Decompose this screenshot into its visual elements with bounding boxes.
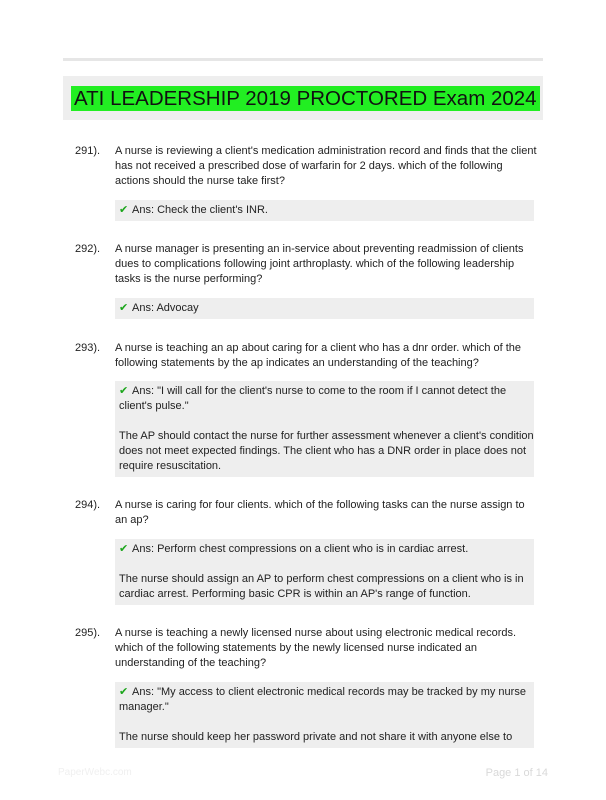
answer-text: Ans: "My access to client electronic medical records may be tracked by my nurse manager." [119, 686, 526, 713]
footer-site-watermark: PaperWebc.com [58, 767, 132, 778]
question-text: A nurse is teaching a newly licensed nurse about using electronic medical records. which of the following statements by the newly licensed nurse indicated an understanding of the teaching? [115, 627, 517, 669]
answer-box [115, 381, 534, 477]
answer-text: Ans: "I will call for the client's nurse to come to the room if I cannot detect the client's pulse." [119, 385, 507, 412]
rationale-text: The nurse should keep her password private and not share it with anyone else to [119, 731, 513, 743]
checkmark-icon: ✔ [119, 686, 129, 698]
question-number: 294). [75, 499, 101, 511]
answer-box [115, 539, 534, 605]
question-number: 293). [75, 342, 101, 354]
answer-box [115, 682, 534, 748]
page-title: ATI LEADERSHIP 2019 PROCTORED Exam 2024 [71, 86, 540, 111]
question-text: A nurse is reviewing a client's medication administration record and finds that the client has not received a prescribed dose of warfarin for 2 days. which of the following actions should the nurse take first? [115, 145, 537, 187]
answer-text: Ans: Check the client's INR. [132, 204, 268, 216]
top-divider [63, 58, 543, 61]
question-text: A nurse is teaching an ap about caring for a client who has a dnr order. which of the following statements by the ap indicates an understanding of the teaching? [115, 342, 522, 369]
answer-text: Ans: Perform chest compressions on a client who is in cardiac arrest. [132, 543, 469, 555]
rationale-text: The AP should contact the nurse for further assessment whenever a client's condition does not meet expected findings. The client who has a DNR order in place does not require resuscitation. [119, 430, 534, 472]
checkmark-icon: ✔ [119, 204, 129, 216]
rationale-text: The nurse should assign an AP to perform chest compressions on a client who is in cardiac arrest. Performing basic CPR is within an AP's range of function. [119, 573, 524, 600]
checkmark-icon: ✔ [119, 385, 129, 397]
title-banner [63, 76, 543, 120]
answer-text: Ans: Advocay [132, 302, 199, 314]
checkmark-icon: ✔ [119, 543, 129, 555]
question-number: 291). [75, 145, 101, 157]
page-number: Page 1 of 14 [485, 767, 548, 779]
checkmark-icon: ✔ [119, 302, 129, 314]
question-text: A nurse is caring for four clients. which of the following tasks can the nurse assign to an ap? [115, 499, 525, 526]
question-number: 292). [75, 243, 101, 255]
answer-box [115, 298, 534, 319]
answer-box [115, 200, 534, 221]
question-number: 295). [75, 627, 101, 639]
question-text: A nurse manager is presenting an in-service about preventing readmission of clients dues to complications following joint arthroplasty. which of the following leadership tasks is the nurse performing? [115, 243, 524, 285]
